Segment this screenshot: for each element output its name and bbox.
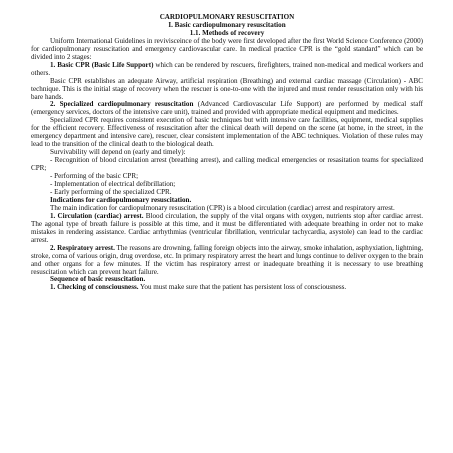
list-item-specialized-cpr: - Early performing of the specialized CPR. bbox=[50, 187, 172, 196]
circulation-arrest-term: 1. Circulation (cardiac) arrest. bbox=[50, 211, 144, 220]
section-heading: I. Basic cardiopulmonary resuscitation bbox=[168, 20, 286, 29]
paragraph-consciousness bbox=[31, 284, 423, 292]
subsection-heading: 1.1. Methods of recovery bbox=[189, 28, 265, 37]
paragraph-abc: Basic CPR establishes an adequate Airway, artificial respiration (Breathing) and external cardiac massage (Circulation) - ABC technique. This is the initial stage of recovery when the rescuer is one-to-one with the injured and must render resuscitation only with his bare hands. bbox=[31, 76, 423, 101]
paragraph-specialized-requirements: Specialized CPR requires consistent execution of basic techniques but with intensive care facilities, equipment, medical supplies for the efficient recovery. Effectiveness of resuscitation after the clinical death will depend on the scene (at home, in the street, in the emergency department and intensive care), rescuer, clear consistent implementation of the ABC techniques. Violation of these rules may lead to the transition of the clinical death to the biological death. bbox=[31, 116, 423, 149]
consciousness-text: You must make sure that the patient has persistent loss of consciousness. bbox=[138, 283, 347, 292]
list-item-basic-cpr: - Performing of the basic CPR; bbox=[50, 172, 139, 181]
document-title: CARDIOPULMONARY RESUSCITATION bbox=[159, 13, 295, 21]
respiratory-arrest-term: 2. Respiratory arrest. bbox=[50, 243, 115, 252]
list-item-recognition: - Recognition of blood circulation arrest (breathing arrest), and calling medical emergencies or resasitation teams for specialized CPR; bbox=[31, 156, 423, 173]
paragraph-respiratory-arrest bbox=[31, 245, 423, 277]
sequence-heading: Sequence of basic resuscitation. bbox=[50, 275, 146, 284]
paragraph-circulation-arrest bbox=[31, 213, 423, 245]
basic-cpr-text: which can be rendered by rescuers, firefighters, trained non-medical and medical workers and others. bbox=[31, 60, 423, 77]
paragraph-survivability: Survivability will depend on (early and timely): bbox=[50, 148, 186, 157]
specialized-cpr-term: 2. Specialized cardiopulmonary resuscitation bbox=[50, 100, 194, 109]
respiratory-arrest-text: The reasons are drowning, falling foreign objects into the airway, smoke inhalation, asphyxiation, lightning, stroke, coma of various origin, drug overdose, etc. In primary respiratory arrest the heart and lungs continue to deliver oxygen to the brain and other organs for a few minutes. If the victim has respiratory arrest or inadequate breathing it is necessary to use breathing resuscitation which can prevent heart failure. bbox=[31, 243, 424, 276]
consciousness-term: 1. Checking of consciousness. bbox=[50, 283, 139, 292]
list-item-defibrillation: - Implementation of electrical defibrillation; bbox=[50, 180, 176, 189]
circulation-arrest-text: Blood circulation, the supply of the vital organs with oxygen, nutrients stop after cardiac arrest. The agonal type of breath failure is possible at this time, and it must be differentiated with adequate breathing in order not to make mistakes in rendering assistance. Cardiac arrhythmias (ventricular fibrillation, ventricular tachycardia, asystole) can lead to the cardiac arrest. bbox=[31, 211, 423, 244]
paragraph-guidelines: Uniform International Guidelines in revivisceince of the body were first developed after the first World Science Conference (2000) for cardiopulmonary resuscitation and emergency cardiovascular care. In medical practice CPR is the “gold standard” which can be divided into 2 stages: bbox=[31, 36, 423, 61]
specialized-cpr-text: (Advanced Cardiovascular Life Support) are performed by medical staff (emergency services, doctors of the intensive care unit), trained and provided with appropriate medical equipment and medicines. bbox=[31, 100, 423, 117]
paragraph-specialized-cpr bbox=[31, 101, 423, 117]
paragraph-basic-cpr bbox=[31, 62, 423, 78]
basic-cpr-term: 1. Basic CPR (Basic Life Support) bbox=[50, 60, 154, 69]
indications-heading: Indications for cardiopulmonary resuscitation. bbox=[50, 195, 192, 204]
paragraph-main-indication: The main indication for cardiopulmonary resuscitation (CPR) is a blood circulation (cardiac) arrest and respiratory arrest. bbox=[50, 203, 395, 212]
